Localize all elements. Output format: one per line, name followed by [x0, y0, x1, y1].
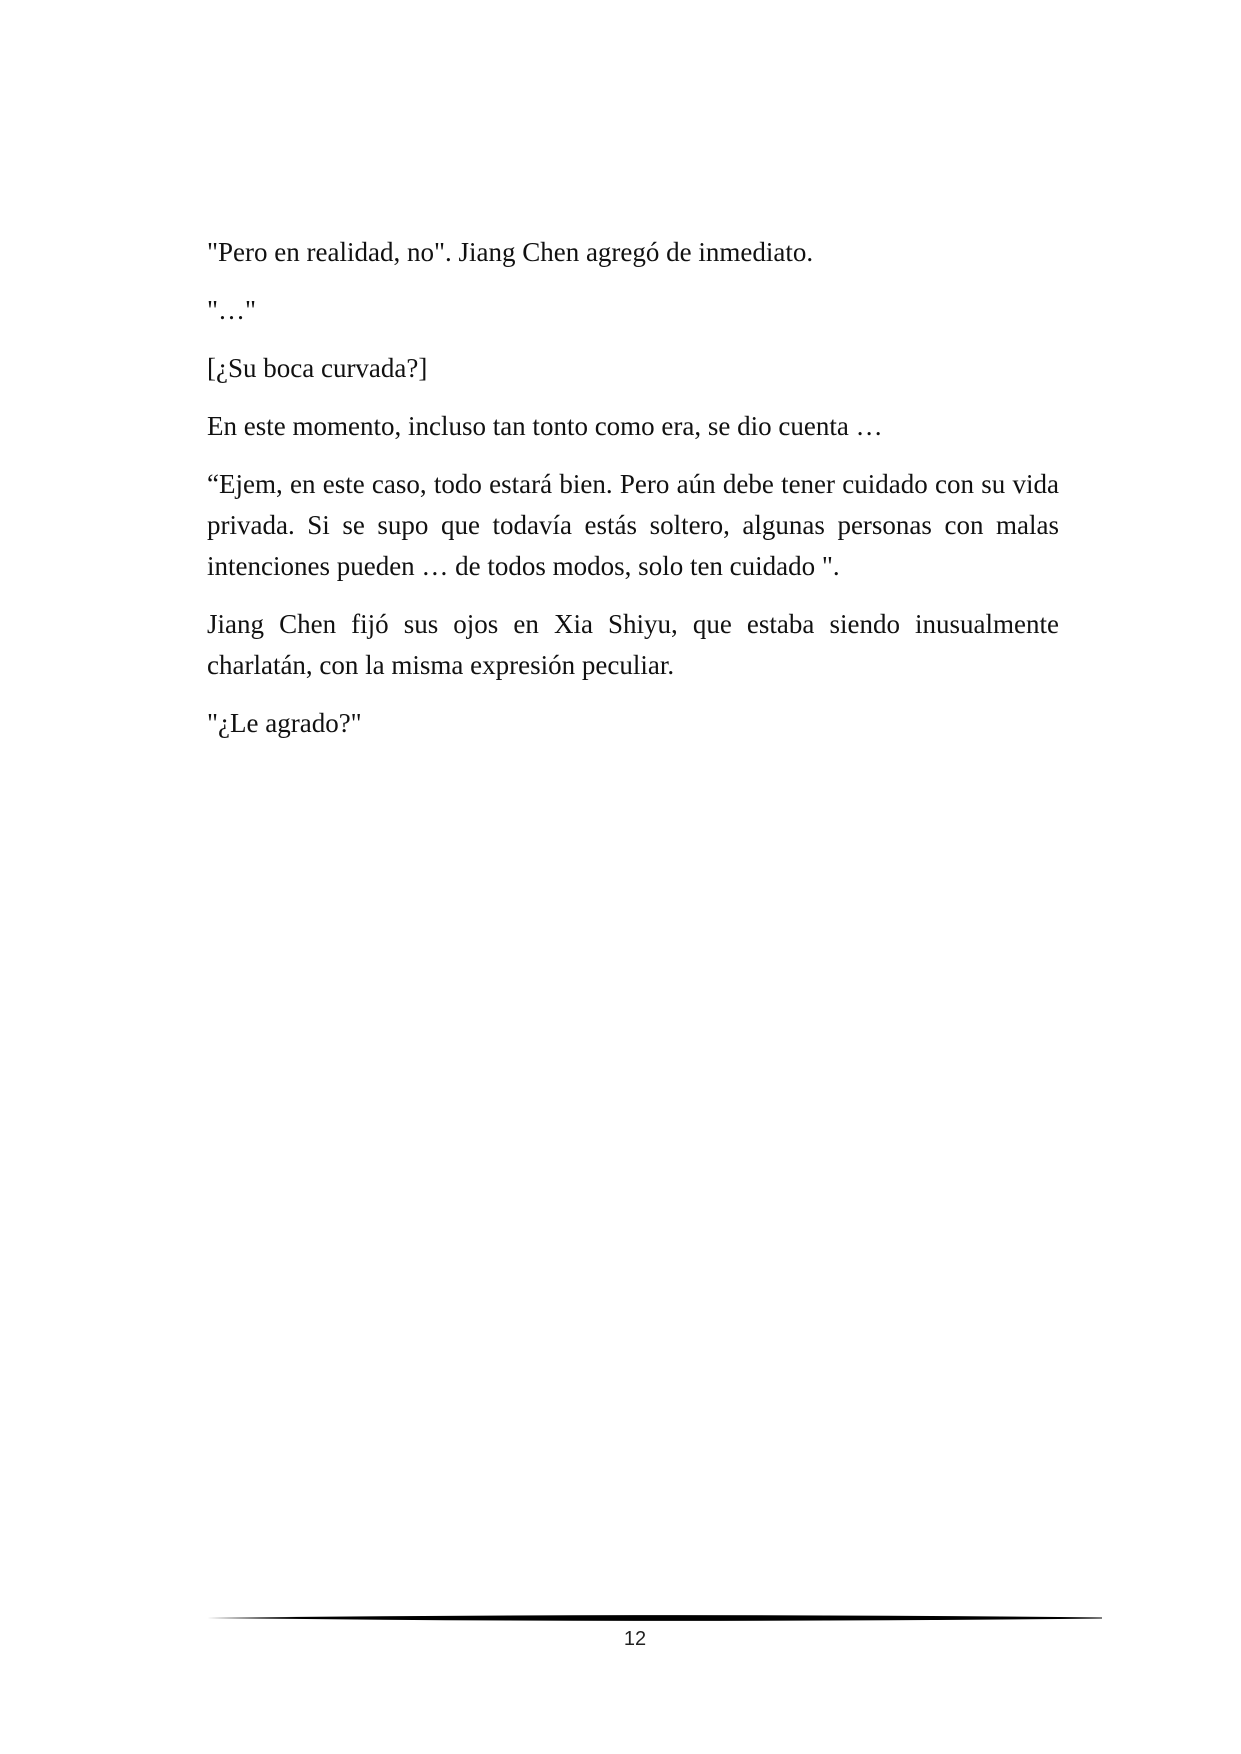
- page-number: 12: [623, 1628, 647, 1650]
- paragraph: "…": [207, 295, 257, 325]
- paragraph: "Pero en realidad, no". Jiang Chen agregó de inmediato.: [207, 237, 814, 267]
- footer-divider: [207, 1611, 1102, 1625]
- paragraph: "¿Le agrado?": [207, 708, 362, 738]
- paragraph: En este momento, incluso tan tonto como era, se dio cuenta …: [207, 411, 883, 441]
- paragraph: [¿Su boca curvada?]: [207, 353, 428, 383]
- paragraph: Jiang Chen fijó sus ojos en Xia Shiyu, que estaba siendo inusualmente charlatán, con la misma expresión peculiar.: [207, 609, 1059, 680]
- paragraph: “Ejem, en este caso, todo estará bien. Pero aún debe tener cuidado con su vida privada. Si se supo que todavía estás soltero, algunas personas con malas intenciones pueden … de todos modos, solo ten cuidado ".: [207, 469, 1059, 581]
- body-text: [207, 232, 1059, 761]
